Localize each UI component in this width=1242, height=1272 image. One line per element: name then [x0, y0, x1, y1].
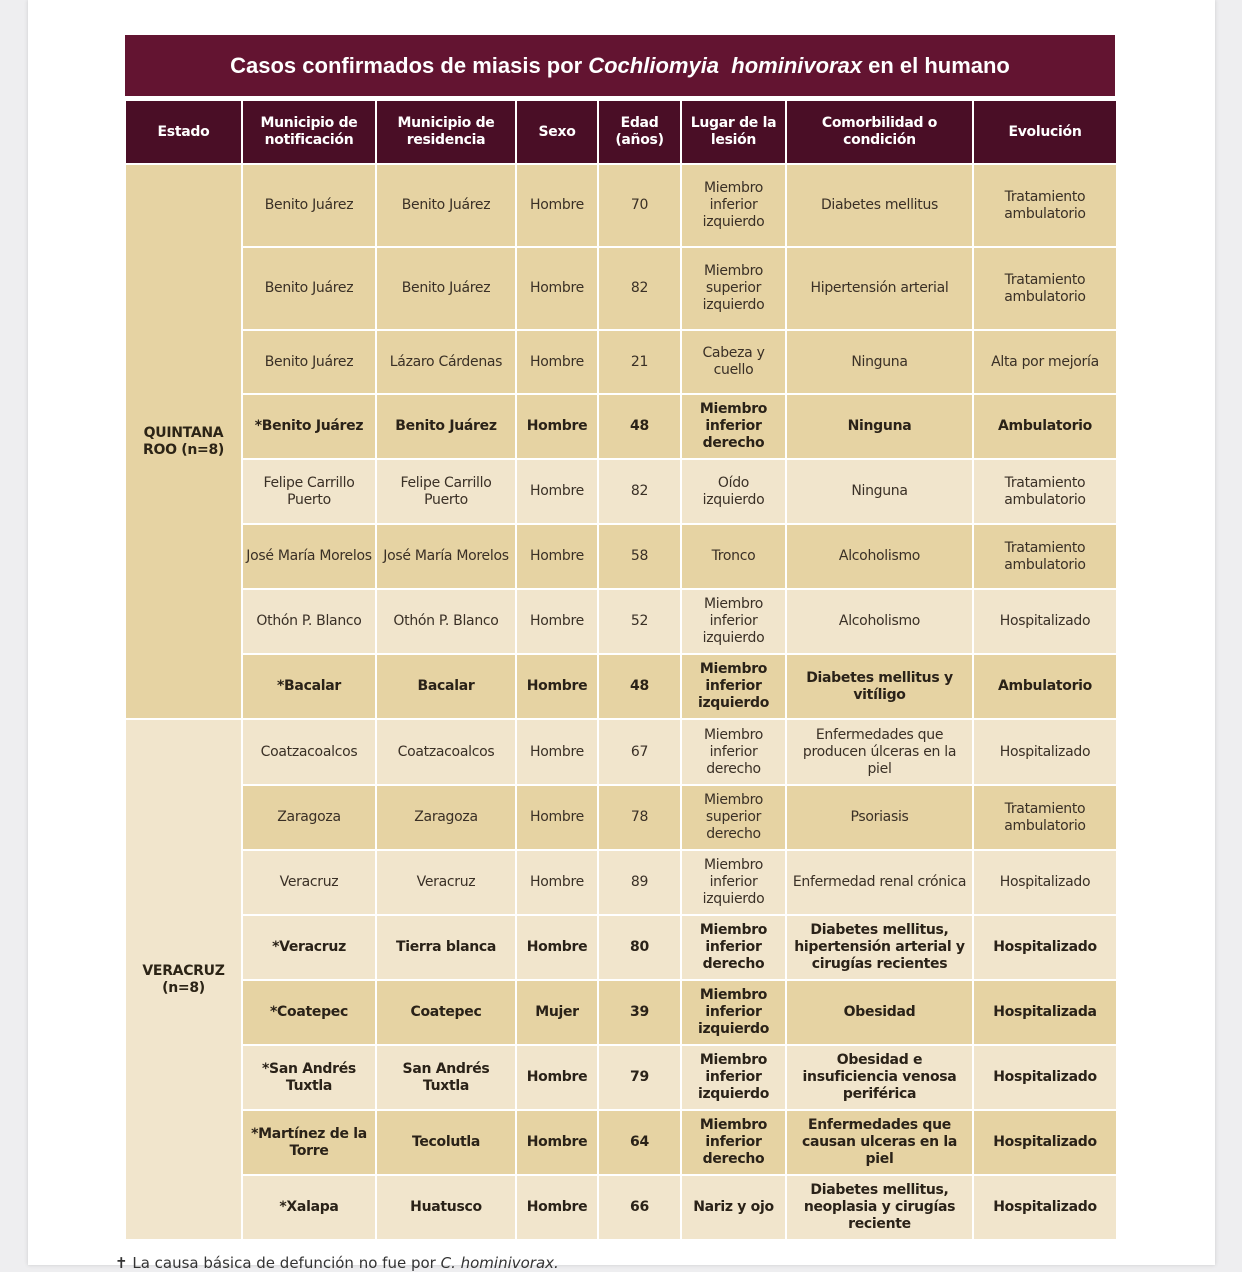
- estado-cell: QUINTANA ROO (n=8): [125, 164, 242, 719]
- cell-municipio-residencia: José María Morelos: [376, 524, 516, 589]
- cell-comorbilidad: Ninguna: [786, 330, 973, 394]
- cell-lugar-lesion: Miembro inferior izquierdo: [681, 850, 786, 915]
- cell-lugar-lesion: Miembro superior izquierdo: [681, 247, 786, 330]
- footnote-species: C. hominivorax.: [440, 1254, 559, 1272]
- cell-edad: 21: [598, 330, 681, 394]
- cell-lugar-lesion: Oído izquierdo: [681, 459, 786, 524]
- cell-comorbilidad: Enfermedades que producen úlceras en la piel: [786, 719, 973, 785]
- cell-edad: 48: [598, 654, 681, 719]
- cell-municipio-notificacion: *Veracruz: [242, 915, 376, 980]
- cell-edad: 67: [598, 719, 681, 785]
- cell-edad: 52: [598, 589, 681, 654]
- table-row: [125, 247, 1117, 330]
- cell-lugar-lesion: Miembro superior derecho: [681, 785, 786, 850]
- cell-evolucion: Tratamiento ambulatorio: [973, 524, 1117, 589]
- cell-sexo: Hombre: [516, 1110, 598, 1175]
- table-row: [125, 1175, 1117, 1240]
- cell-sexo: Hombre: [516, 524, 598, 589]
- cell-lugar-lesion: Miembro inferior derecho: [681, 1110, 786, 1175]
- cell-edad: 82: [598, 247, 681, 330]
- footnote-text: ✝ La causa básica de defunción no fue por: [115, 1254, 436, 1272]
- cell-edad: 82: [598, 459, 681, 524]
- cell-municipio-residencia: Benito Juárez: [376, 394, 516, 459]
- cell-municipio-residencia: Tierra blanca: [376, 915, 516, 980]
- title-text-end: en el humano: [868, 52, 1010, 78]
- cell-sexo: Hombre: [516, 915, 598, 980]
- cell-lugar-lesion: Miembro inferior derecho: [681, 719, 786, 785]
- cell-edad: 78: [598, 785, 681, 850]
- cell-municipio-residencia: Tecolutla: [376, 1110, 516, 1175]
- cell-lugar-lesion: Miembro inferior derecho: [681, 394, 786, 459]
- table-row: [125, 394, 1117, 459]
- table-row: [125, 589, 1117, 654]
- cell-evolucion: Hospitalizado: [973, 850, 1117, 915]
- table-row: [125, 1110, 1117, 1175]
- table-row: [125, 654, 1117, 719]
- cell-edad: 39: [598, 980, 681, 1045]
- cell-evolucion: Hospitalizado: [973, 915, 1117, 980]
- cell-sexo: Hombre: [516, 164, 598, 247]
- cell-municipio-notificacion: José María Morelos: [242, 524, 376, 589]
- cell-comorbilidad: Diabetes mellitus: [786, 164, 973, 247]
- col-lugar-lesion: Lugar de la lesión: [681, 100, 786, 164]
- col-municipio-residencia: Municipio de residencia: [376, 100, 516, 164]
- cell-comorbilidad: Alcoholismo: [786, 524, 973, 589]
- table-row: [125, 459, 1117, 524]
- cell-municipio-notificacion: *Martínez de la Torre: [242, 1110, 376, 1175]
- cell-lugar-lesion: Miembro inferior izquierdo: [681, 164, 786, 247]
- cell-municipio-notificacion: *Benito Juárez: [242, 394, 376, 459]
- cell-municipio-notificacion: Felipe Carrillo Puerto: [242, 459, 376, 524]
- cell-comorbilidad: Ninguna: [786, 459, 973, 524]
- cell-comorbilidad: Hipertensión arterial: [786, 247, 973, 330]
- table-row: [125, 164, 1117, 247]
- cell-edad: 58: [598, 524, 681, 589]
- col-municipio-notificacion: Municipio de notificación: [242, 100, 376, 164]
- estado-cell: VERACRUZ (n=8): [125, 719, 242, 1240]
- cell-edad: 80: [598, 915, 681, 980]
- cell-municipio-notificacion: *Xalapa: [242, 1175, 376, 1240]
- cell-evolucion: Tratamiento ambulatorio: [973, 164, 1117, 247]
- cell-evolucion: Hospitalizado: [973, 1175, 1117, 1240]
- cell-comorbilidad: Diabetes mellitus, hipertensión arterial y cirugías recientes: [786, 915, 973, 980]
- table-row: [125, 980, 1117, 1045]
- table-row: [125, 524, 1117, 589]
- cell-evolucion: Tratamiento ambulatorio: [973, 247, 1117, 330]
- cell-edad: 70: [598, 164, 681, 247]
- header-row: [125, 100, 1117, 164]
- cell-sexo: Hombre: [516, 719, 598, 785]
- table-row: [125, 850, 1117, 915]
- table-row: [125, 1045, 1117, 1110]
- col-evolucion: Evolución: [973, 100, 1117, 164]
- cell-lugar-lesion: Tronco: [681, 524, 786, 589]
- cell-sexo: Hombre: [516, 654, 598, 719]
- cell-evolucion: Hospitalizado: [973, 1110, 1117, 1175]
- cell-lugar-lesion: Miembro inferior derecho: [681, 915, 786, 980]
- cell-municipio-residencia: Othón P. Blanco: [376, 589, 516, 654]
- col-comorbilidad: Comorbilidad o condición: [786, 100, 973, 164]
- cell-edad: 64: [598, 1110, 681, 1175]
- cell-municipio-notificacion: Benito Juárez: [242, 164, 376, 247]
- cell-sexo: Hombre: [516, 247, 598, 330]
- cell-edad: 48: [598, 394, 681, 459]
- cell-municipio-residencia: Felipe Carrillo Puerto: [376, 459, 516, 524]
- table-title: [125, 35, 1115, 96]
- cell-sexo: Hombre: [516, 459, 598, 524]
- cell-sexo: Hombre: [516, 394, 598, 459]
- cell-lugar-lesion: Miembro inferior izquierdo: [681, 589, 786, 654]
- table-row: [125, 719, 1117, 785]
- cell-evolucion: Alta por mejoría: [973, 330, 1117, 394]
- cell-edad: 66: [598, 1175, 681, 1240]
- cell-evolucion: Ambulatorio: [973, 394, 1117, 459]
- cell-municipio-notificacion: Benito Juárez: [242, 247, 376, 330]
- table-row: [125, 785, 1117, 850]
- cell-lugar-lesion: Miembro inferior izquierdo: [681, 980, 786, 1045]
- cell-municipio-residencia: Zaragoza: [376, 785, 516, 850]
- cell-lugar-lesion: Miembro inferior izquierdo: [681, 1045, 786, 1110]
- cell-lugar-lesion: Miembro inferior izquierdo: [681, 654, 786, 719]
- cell-municipio-residencia: Bacalar: [376, 654, 516, 719]
- cell-sexo: Hombre: [516, 785, 598, 850]
- col-sexo: Sexo: [516, 100, 598, 164]
- cell-municipio-residencia: Lázaro Cárdenas: [376, 330, 516, 394]
- cell-sexo: Hombre: [516, 850, 598, 915]
- cell-comorbilidad: Ninguna: [786, 394, 973, 459]
- cell-comorbilidad: Diabetes mellitus, neoplasia y cirugías reciente: [786, 1175, 973, 1240]
- footnote: [115, 1254, 559, 1272]
- cell-municipio-notificacion: *San Andrés Tuxtla: [242, 1045, 376, 1110]
- cell-lugar-lesion: Nariz y ojo: [681, 1175, 786, 1240]
- cell-sexo: Hombre: [516, 1175, 598, 1240]
- cell-evolucion: Hospitalizado: [973, 719, 1117, 785]
- title-text: Casos confirmados de miasis por: [230, 52, 583, 78]
- cell-sexo: Hombre: [516, 330, 598, 394]
- col-edad: Edad (años): [598, 100, 681, 164]
- cell-evolucion: Hospitalizada: [973, 980, 1117, 1045]
- cell-comorbilidad: Psoriasis: [786, 785, 973, 850]
- cell-edad: 79: [598, 1045, 681, 1110]
- cell-municipio-residencia: San Andrés Tuxtla: [376, 1045, 516, 1110]
- cell-municipio-notificacion: Zaragoza: [242, 785, 376, 850]
- cell-municipio-notificacion: Benito Juárez: [242, 330, 376, 394]
- table-row: [125, 330, 1117, 394]
- cell-municipio-residencia: Veracruz: [376, 850, 516, 915]
- cell-comorbilidad: Enfermedades que causan ulceras en la piel: [786, 1110, 973, 1175]
- col-estado: Estado: [125, 100, 242, 164]
- cell-comorbilidad: Obesidad: [786, 980, 973, 1045]
- cell-evolucion: Tratamiento ambulatorio: [973, 785, 1117, 850]
- cell-municipio-residencia: Benito Juárez: [376, 247, 516, 330]
- cell-sexo: Hombre: [516, 589, 598, 654]
- cell-edad: 89: [598, 850, 681, 915]
- cell-municipio-notificacion: Coatzacoalcos: [242, 719, 376, 785]
- cell-comorbilidad: Obesidad e insuficiencia venosa periférica: [786, 1045, 973, 1110]
- cell-sexo: Hombre: [516, 1045, 598, 1110]
- title-species: Cochliomyia hominivorax: [588, 52, 863, 78]
- cell-comorbilidad: Alcoholismo: [786, 589, 973, 654]
- cell-comorbilidad: Enfermedad renal crónica: [786, 850, 973, 915]
- cell-municipio-notificacion: *Coatepec: [242, 980, 376, 1045]
- table-row: [125, 915, 1117, 980]
- cell-municipio-notificacion: Othón P. Blanco: [242, 589, 376, 654]
- cell-municipio-residencia: Coatepec: [376, 980, 516, 1045]
- cell-evolucion: Ambulatorio: [973, 654, 1117, 719]
- cell-municipio-notificacion: *Bacalar: [242, 654, 376, 719]
- cell-municipio-residencia: Huatusco: [376, 1175, 516, 1240]
- cell-sexo: Mujer: [516, 980, 598, 1045]
- cell-comorbilidad: Diabetes mellitus y vitíligo: [786, 654, 973, 719]
- cell-municipio-notificacion: Veracruz: [242, 850, 376, 915]
- cases-table: [124, 99, 1118, 1241]
- cell-evolucion: Hospitalizado: [973, 589, 1117, 654]
- cell-municipio-residencia: Benito Juárez: [376, 164, 516, 247]
- cell-evolucion: Tratamiento ambulatorio: [973, 459, 1117, 524]
- cell-municipio-residencia: Coatzacoalcos: [376, 719, 516, 785]
- cell-lugar-lesion: Cabeza y cuello: [681, 330, 786, 394]
- cell-evolucion: Hospitalizado: [973, 1045, 1117, 1110]
